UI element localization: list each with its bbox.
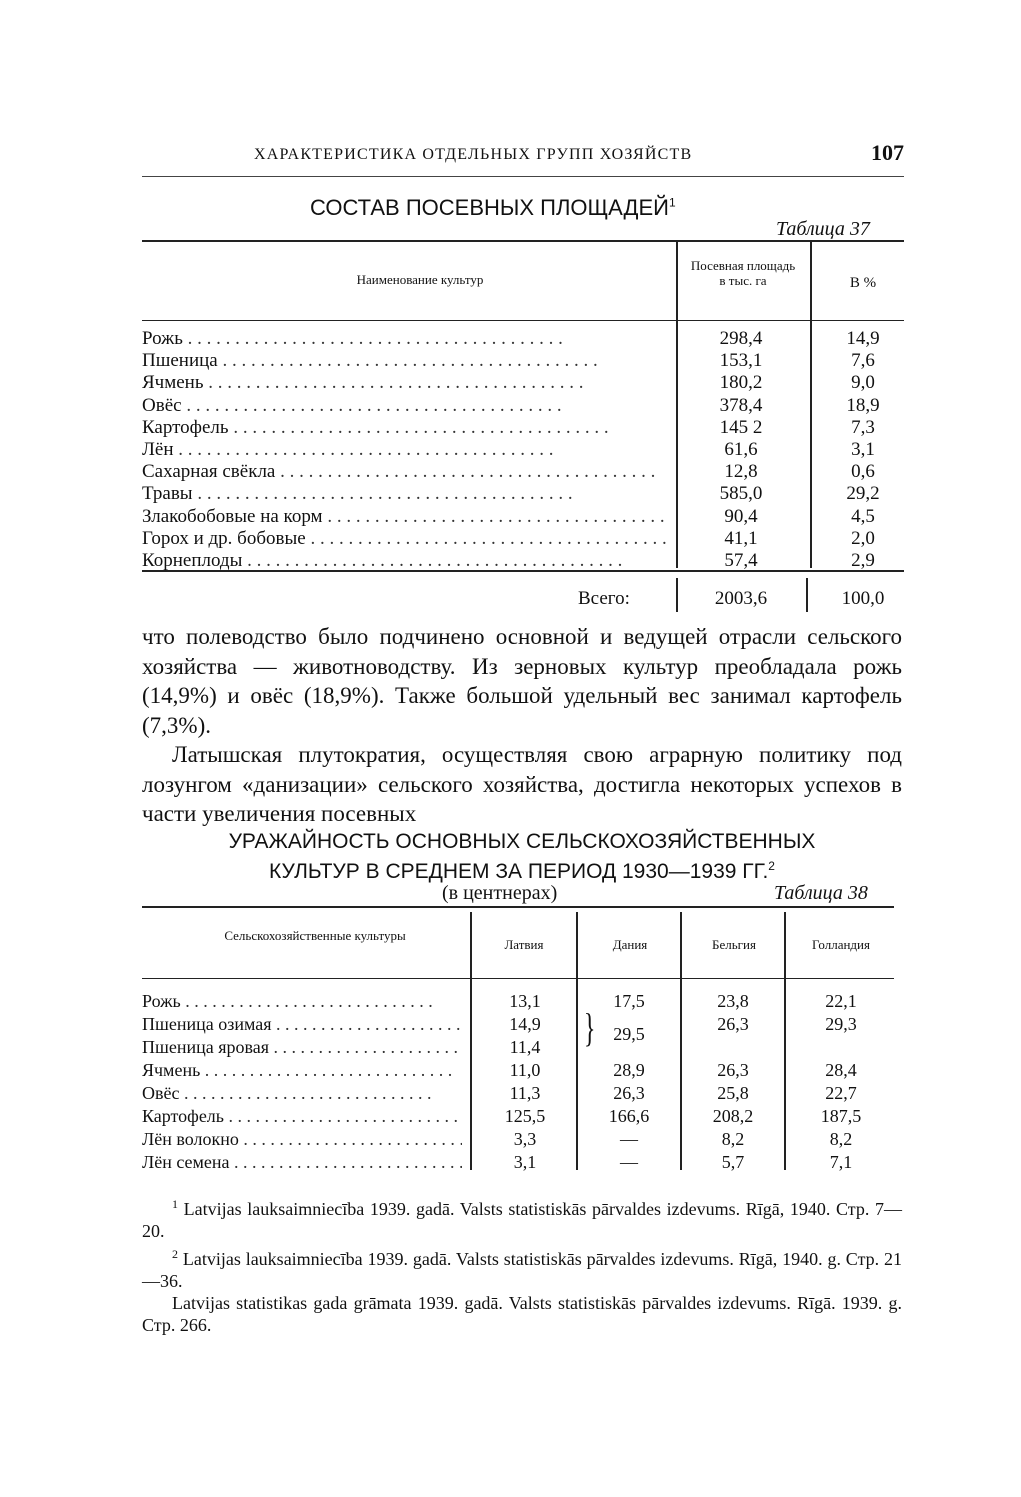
table37-caption bbox=[310, 195, 676, 221]
footnote-1-text: Latvijas lauksaimniecība 1939. gadā. Valsts statistiskās pārvaldes izdevums. Rīgā, 1940. Стр. 7—20. bbox=[142, 1199, 903, 1242]
table37-cell-pct: 0,6 bbox=[851, 461, 875, 483]
table38-caption-line2-wrap bbox=[142, 854, 902, 884]
table37-col-pct-header: В % bbox=[849, 275, 877, 291]
table38-cell-holland: 7,1 bbox=[829, 1152, 853, 1172]
denmark-wheat-merged-value: 29,5 bbox=[613, 1024, 645, 1044]
table38-cell-latvia: 3,3 bbox=[513, 1129, 537, 1149]
table38-col-holland-header: Голландия bbox=[812, 937, 870, 952]
footnote-1 bbox=[142, 1193, 902, 1243]
table38-caption-line2: КУЛЬТУР В СРЕДНЕМ ЗА ПЕРИОД 1930—1939 ГГ. bbox=[269, 860, 769, 883]
table38-cell-denmark: 26,3 bbox=[613, 1083, 645, 1103]
table37-row bbox=[142, 439, 904, 461]
table37-cell-name: Картофель . . . bbox=[142, 417, 667, 439]
footnote-2-text: Latvijas lauksaimniecība 1939. gadā. Valsts statistiskās pārvaldes izdevums. Rīgā, 1940. g. Стр. 21—36. bbox=[142, 1248, 903, 1291]
table38-cell-denmark: — bbox=[620, 1152, 638, 1172]
table37-total-area: 2003,6 bbox=[714, 588, 768, 609]
table37-cell-name: Пшеница . . . bbox=[142, 350, 667, 372]
table38-row bbox=[142, 1151, 894, 1174]
table38-unit: (в центнерах) bbox=[442, 882, 558, 904]
table38-cell-name: Лён волокно . . . bbox=[142, 1128, 462, 1151]
table37-row bbox=[142, 483, 904, 505]
table38-cell-name: Картофель . . . bbox=[142, 1105, 462, 1128]
footnote-2 bbox=[142, 1243, 902, 1293]
table38-row bbox=[142, 1128, 894, 1151]
footnote-3: Latvijas statistikas gada grāmata 1939. gadā. Valsts statistiskās pārvaldes izdevums. Rīgā. 1939. g. Стр. 266. bbox=[142, 1293, 902, 1336]
table37-cell-name: Лён . . . bbox=[142, 439, 667, 461]
table37-row bbox=[142, 550, 904, 572]
table38-row bbox=[142, 1013, 894, 1036]
table37-cell-name: Рожь . . . bbox=[142, 328, 667, 350]
page-number: 107 bbox=[871, 140, 904, 165]
table37-cell-pct: 18,9 bbox=[846, 394, 880, 416]
table38-row bbox=[142, 1082, 894, 1105]
table38-cell-belgium: 25,8 bbox=[717, 1083, 749, 1103]
table38-cell-belgium: 208,2 bbox=[712, 1106, 754, 1126]
table37-cell-pct: 29,2 bbox=[846, 483, 880, 505]
table38-cell-name: Рожь . . . bbox=[142, 990, 462, 1013]
table37-cell-name: Злакобобовые на корм . . . bbox=[142, 506, 667, 528]
table38-caption-mark: 2 bbox=[768, 859, 775, 873]
running-header bbox=[142, 140, 904, 177]
table38-row bbox=[142, 1059, 894, 1082]
table38-cell-denmark: 166,6 bbox=[608, 1106, 650, 1126]
table37-total-divider-2 bbox=[806, 578, 808, 612]
table37-cell-area: 145 2 bbox=[719, 416, 763, 438]
table38-cell-belgium: 23,8 bbox=[717, 991, 749, 1011]
table38-cell-name: Лён семена . . . bbox=[142, 1151, 462, 1174]
table37-cell-pct: 4,5 bbox=[851, 505, 875, 527]
table38-cell-latvia: 3,1 bbox=[513, 1152, 537, 1172]
table37-cell-pct: 7,6 bbox=[851, 350, 875, 372]
table37-body bbox=[142, 328, 904, 572]
table37-total-pct: 100,0 bbox=[841, 588, 885, 609]
table37-cell-pct: 3,1 bbox=[851, 438, 875, 460]
footnote-2-mark: 2 bbox=[172, 1246, 178, 1261]
table38-header-rule bbox=[142, 978, 894, 979]
table38-cell-denmark: — bbox=[620, 1129, 638, 1149]
table38-body bbox=[142, 990, 894, 1174]
table38-cell-name: Пшеница яровая . . . bbox=[142, 1036, 462, 1059]
table37-cell-pct: 14,9 bbox=[846, 328, 880, 349]
table38-row bbox=[142, 990, 894, 1013]
table38-cell-latvia: 11,0 bbox=[509, 1060, 541, 1080]
table38-cell-name: Ячмень . . . bbox=[142, 1059, 462, 1082]
table38-cell-belgium: 26,3 bbox=[717, 1060, 749, 1080]
table37-cell-area: 378,4 bbox=[719, 394, 763, 416]
table38-col-denmark-header: Дания bbox=[612, 937, 648, 952]
table38-cell-name: Пшеница озимая . . . bbox=[142, 1013, 462, 1036]
table37-col-name-header: Наименование культур bbox=[356, 272, 484, 287]
table38-cell-holland: 187,5 bbox=[820, 1106, 862, 1126]
table38-cell-holland: 22,1 bbox=[825, 991, 857, 1011]
table37-row bbox=[142, 328, 904, 350]
footnotes bbox=[142, 1193, 902, 1337]
table37-row bbox=[142, 506, 904, 528]
table37-row bbox=[142, 461, 904, 483]
table37-cell-pct: 9,0 bbox=[851, 372, 875, 394]
table38-col-latvia-header: Латвия bbox=[504, 937, 544, 952]
table38-top-rule bbox=[142, 906, 894, 908]
table37-number: Таблица 37 bbox=[776, 218, 870, 240]
table37-caption-text: СОСТАВ ПОСЕВНЫХ ПЛОЩАДЕЙ bbox=[310, 195, 669, 220]
table37-cell-area: 61,6 bbox=[724, 438, 758, 460]
table38-cell-latvia: 125,5 bbox=[504, 1106, 546, 1126]
table38-cell-latvia: 11,3 bbox=[509, 1083, 541, 1103]
table38-cell-denmark: 17,5 bbox=[613, 991, 645, 1011]
table37-header-rule bbox=[142, 320, 904, 321]
table38-cell-latvia: 14,9 bbox=[509, 1014, 541, 1034]
table38-cell-belgium: 26,3 bbox=[717, 1014, 749, 1034]
table37-total-divider-1 bbox=[676, 578, 678, 612]
table37-cell-area: 41,1 bbox=[724, 527, 758, 549]
table38-cell-belgium: 5,7 bbox=[721, 1152, 745, 1172]
table37-cell-name: Горох и др. бобовые . . . bbox=[142, 528, 667, 550]
body-text bbox=[142, 622, 902, 829]
footnote-1-mark: 1 bbox=[172, 1197, 178, 1211]
table37-row bbox=[142, 350, 904, 372]
table38-row bbox=[142, 1105, 894, 1128]
table37-cell-name: Корнеплоды . . . bbox=[142, 550, 667, 572]
denmark-wheat-brace: } bbox=[583, 1005, 596, 1050]
table37-cell-name: Сахарная свёкла . . . bbox=[142, 461, 667, 483]
table38-caption bbox=[142, 830, 902, 884]
table37-caption-mark: 1 bbox=[668, 195, 676, 210]
table37-row bbox=[142, 417, 904, 439]
table37-total-label: Всего: bbox=[578, 588, 630, 609]
paragraph-1: что полеводство было подчинено основной и ведущей отрасли сельского хозяйства — животноводству. Из зерновых культур преобладала рожь (14,9%) и овёс (18,9%). Также большой удельный вес занимал картофель (7,3%). bbox=[142, 624, 902, 738]
table38-cell-denmark: 28,9 bbox=[613, 1060, 645, 1080]
table37-cell-area: 12,8 bbox=[724, 461, 758, 483]
table37-cell-pct: 2,9 bbox=[851, 549, 875, 571]
table38-cell-holland: 28,4 bbox=[825, 1060, 857, 1080]
table38-cell-holland: 8,2 bbox=[829, 1129, 853, 1149]
table38-cell-holland: 29,3 bbox=[825, 1014, 857, 1034]
table37-cell-pct: 2,0 bbox=[851, 527, 875, 549]
table37-row bbox=[142, 395, 904, 417]
table37-cell-area: 57,4 bbox=[724, 549, 758, 571]
table37-col-area-header: Посевная площадь в тыс. га bbox=[690, 258, 796, 288]
table38-cell-latvia: 13,1 bbox=[509, 991, 541, 1011]
table37-cell-area: 90,4 bbox=[724, 505, 758, 527]
table37-cell-area: 585,0 bbox=[719, 483, 763, 505]
table37-cell-name: Травы . . . bbox=[142, 483, 667, 505]
table37-cell-area: 298,4 bbox=[719, 328, 763, 349]
paragraph-2: Латышская плутократия, осуществляя свою аграрную политику под лозунгом «данизации» сельского хозяйства, достигла некоторых успехов в части увеличения посевных bbox=[142, 742, 902, 826]
table38-col-belgium-header: Бельгия bbox=[712, 937, 756, 952]
table37-cell-area: 153,1 bbox=[719, 350, 763, 372]
table37-cell-pct: 7,3 bbox=[851, 416, 875, 438]
table37-cell-area: 180,2 bbox=[719, 372, 763, 394]
table38-cell-name: Овёс . . . bbox=[142, 1082, 462, 1105]
table37-row bbox=[142, 372, 904, 394]
table37-cell-name: Овёс . . . bbox=[142, 395, 667, 417]
running-title: ХАРАКТЕРИСТИКА ОТДЕЛЬНЫХ ГРУПП ХОЗЯЙСТВ bbox=[254, 146, 693, 163]
table37-row bbox=[142, 528, 904, 550]
table38-cell-latvia: 11,4 bbox=[509, 1037, 541, 1057]
table38-col-name-header: Сельскохозяйственные культуры bbox=[224, 928, 406, 943]
table38-cell-holland: 22,7 bbox=[825, 1083, 857, 1103]
table38-cell-belgium: 8,2 bbox=[721, 1129, 745, 1149]
table38-row bbox=[142, 1036, 894, 1059]
table38-number: Таблица 38 bbox=[774, 882, 868, 904]
table37-cell-name: Ячмень . . . bbox=[142, 372, 667, 394]
table37-top-rule bbox=[142, 240, 904, 242]
table38-caption-line1: УРАЖАЙНОСТЬ ОСНОВНЫХ СЕЛЬСКОХОЗЯЙСТВЕННЫХ bbox=[228, 830, 816, 853]
